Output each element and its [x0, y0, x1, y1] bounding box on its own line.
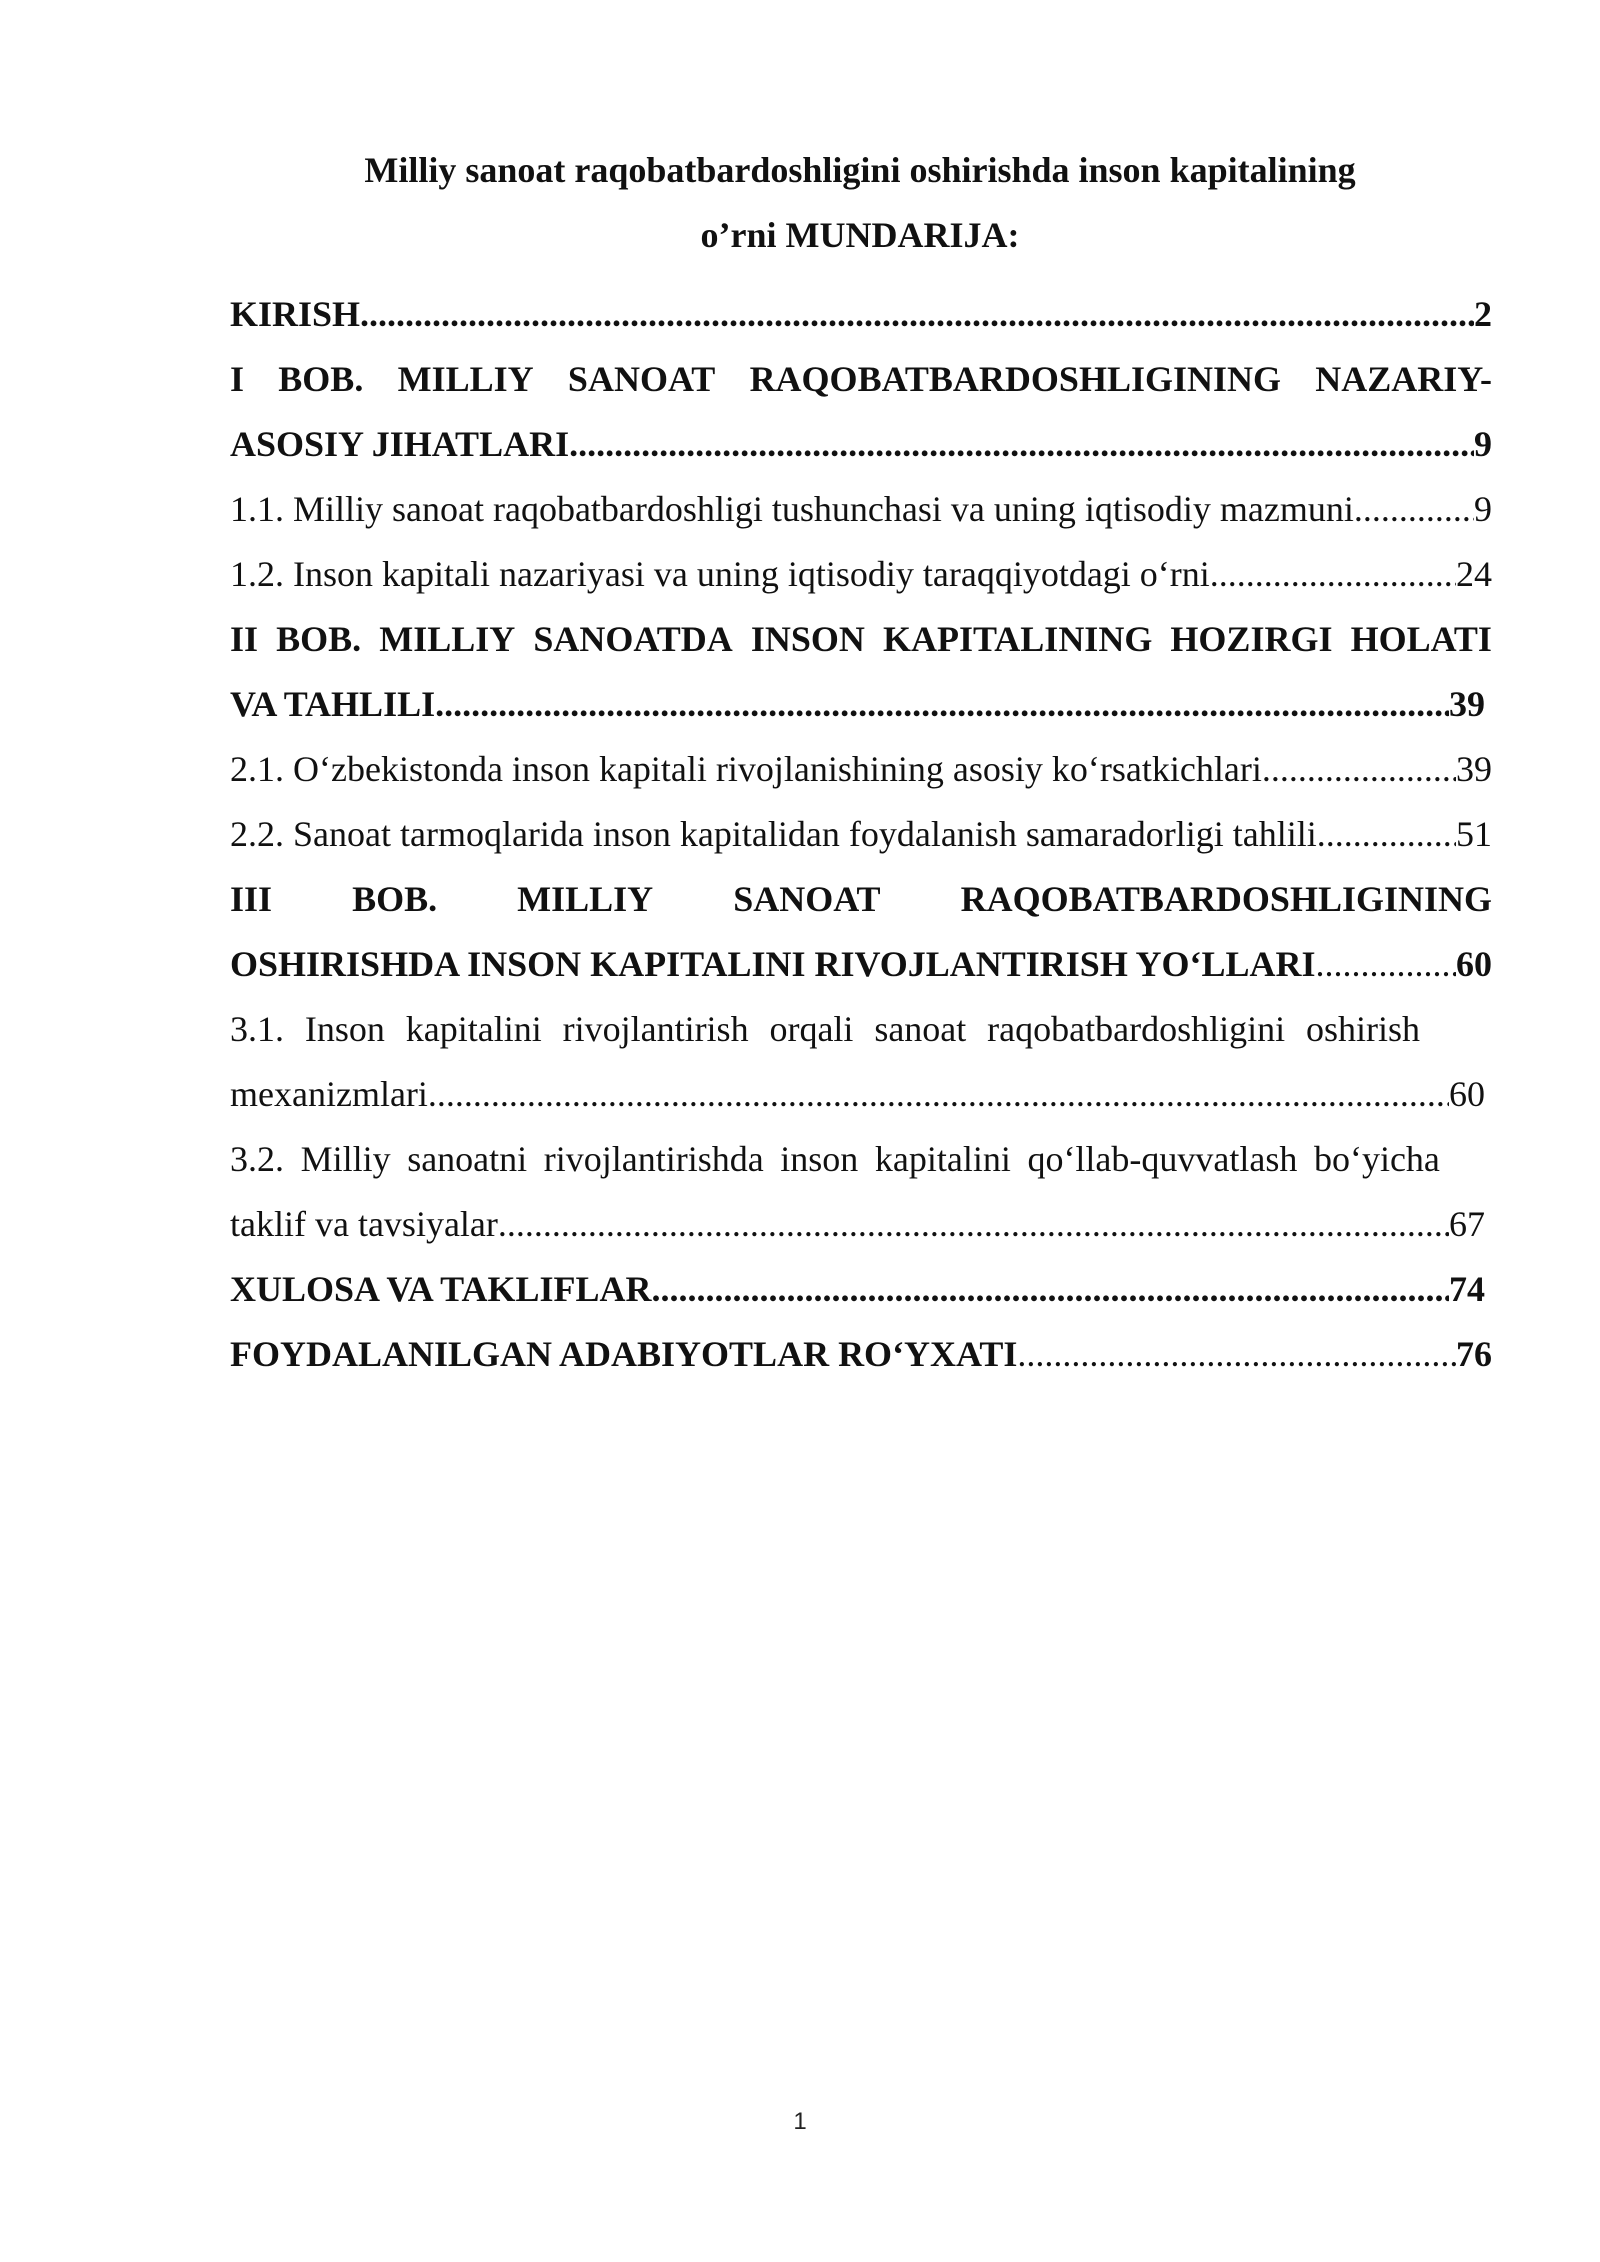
toc-word: rivojlantirishda: [543, 1139, 764, 1179]
toc-entry-2-2: [230, 802, 1492, 867]
dot-leader: [360, 294, 1474, 334]
toc-entry-bob1-line2: [230, 412, 1492, 477]
toc-word: qo‘llab-quvvatlash: [1027, 1139, 1298, 1179]
toc-page-number: 39: [1449, 684, 1485, 724]
toc-word: HOLATI: [1350, 619, 1492, 659]
toc-entry-bob2-line1: [230, 607, 1492, 672]
toc-page-number: 60: [1456, 944, 1492, 984]
toc-entry-bob1-line1: [230, 347, 1492, 412]
toc-entry-text: 1.2. Inson kapitali nazariyasi va uning iqtisodiy taraqqiyotdagi o‘rni: [230, 554, 1210, 594]
dot-leader: [1354, 489, 1474, 529]
toc-entry-bob3-line2: [230, 932, 1492, 997]
toc-entry-kirish: [230, 282, 1492, 347]
toc-word: oshirish: [1305, 1009, 1420, 1049]
toc-entry-text: 1.1. Milliy sanoat raqobatbardoshligi tushunchasi va uning iqtisodiy mazmuni: [230, 489, 1354, 529]
toc-word: INSON: [750, 619, 865, 659]
toc-word: Inson: [304, 1009, 385, 1049]
dot-leader: [1262, 749, 1456, 789]
toc-page-number: 24: [1456, 554, 1492, 594]
toc-entry-1-1: [230, 477, 1492, 542]
toc-word: MILLIY: [517, 879, 654, 919]
toc-page-number: 60: [1449, 1074, 1485, 1114]
toc-page-number: 74: [1449, 1269, 1485, 1309]
toc-word: BOB.: [352, 879, 438, 919]
document-title-line-2: o’rni MUNDARIJA:: [700, 215, 1020, 255]
table-of-contents: [230, 282, 1492, 1387]
toc-entry-3-2-line2: [230, 1192, 1492, 1257]
toc-entry-text: FOYDALANILGAN ADABIYOTLAR RO‘YXATI: [230, 1334, 1018, 1374]
page-number: 1: [793, 2108, 807, 2135]
toc-word: RAQOBATBARDOSHLIGINING: [749, 359, 1281, 399]
dot-leader: [569, 424, 1474, 464]
toc-entry-text: mexanizmlari: [230, 1074, 428, 1114]
toc-word: SANOAT: [567, 359, 716, 399]
toc-entry-bob2-line2: [230, 672, 1492, 737]
toc-page-number: 76: [1456, 1334, 1492, 1374]
toc-word: kapitalini: [874, 1139, 1011, 1179]
dot-leader: [1017, 1334, 1456, 1374]
document-title-line-1: Milliy sanoat raqobatbardoshligini oshirishda inson kapitalining: [364, 150, 1356, 190]
toc-entry-2-1: [230, 737, 1492, 802]
toc-word: HOZIRGI: [1170, 619, 1333, 659]
toc-word: RAQOBATBARDOSHLIGINING: [960, 879, 1492, 919]
toc-word: I: [230, 359, 245, 399]
toc-entry-1-2: [230, 542, 1492, 607]
toc-entry-text: OSHIRISHDA INSON KAPITALINI RIVOJLANTIRISH YO‘LLARI: [230, 944, 1316, 984]
toc-page-number: 9: [1474, 489, 1492, 529]
toc-word: BOB.: [278, 359, 364, 399]
dot-leader: [428, 1074, 1449, 1114]
toc-word: SANOAT: [733, 879, 881, 919]
toc-entry-3-2-line1: [230, 1127, 1492, 1192]
toc-word: rivojlantirish: [562, 1009, 749, 1049]
toc-entry-text: ASOSIY JIHATLARI: [230, 424, 570, 464]
toc-page-number: 67: [1449, 1204, 1485, 1244]
dot-leader: [1210, 554, 1456, 594]
toc-word: MILLIY: [379, 619, 516, 659]
dot-leader: [1317, 814, 1456, 854]
toc-entry-text: 2.2. Sanoat tarmoqlarida inson kapitalidan foydalanish samaradorligi tahlili: [230, 814, 1317, 854]
toc-entry-3-1-line1: [230, 997, 1492, 1062]
toc-word: KAPITALINING: [882, 619, 1153, 659]
toc-entry-text: taklif va tavsiyalar: [230, 1204, 498, 1244]
toc-word: 3.2.: [230, 1139, 284, 1179]
toc-word: inson: [780, 1139, 859, 1179]
toc-entry-adabiyotlar: [230, 1322, 1492, 1387]
toc-page-number: 9: [1474, 424, 1492, 464]
toc-word: raqobatbardoshligini: [987, 1009, 1286, 1049]
toc-page-number: 51: [1456, 814, 1492, 854]
toc-word: orqali: [769, 1009, 854, 1049]
toc-entry-text: KIRISH: [230, 294, 361, 334]
toc-word: Milliy: [300, 1139, 391, 1179]
toc-word: MILLIY: [397, 359, 534, 399]
toc-word: sanoat: [874, 1009, 967, 1049]
toc-page-number: 2: [1474, 294, 1492, 334]
toc-entry-text: XULOSA VA TAKLIFLAR: [230, 1269, 652, 1309]
toc-entry-xulosa: [230, 1257, 1492, 1322]
toc-word: 3.1.: [230, 1009, 284, 1049]
toc-word: NAZARIY-: [1315, 359, 1492, 399]
toc-word: bo‘yicha: [1313, 1139, 1440, 1179]
dot-leader: [435, 684, 1449, 724]
toc-word: BOB.: [276, 619, 362, 659]
toc-word: kapitalini: [405, 1009, 542, 1049]
toc-word: II: [230, 619, 259, 659]
toc-entry-bob3-line1: [230, 867, 1492, 932]
toc-word: III: [230, 879, 273, 919]
toc-page-number: 39: [1456, 749, 1492, 789]
dot-leader: [1316, 944, 1456, 984]
toc-word: sanoatni: [407, 1139, 528, 1179]
toc-entry-text: VA TAHLILI: [230, 684, 436, 724]
toc-word: SANOATDA: [533, 619, 733, 659]
toc-entry-text: 2.1. O‘zbekistonda inson kapitali rivojlanishining asosiy ko‘rsatkichlari: [230, 749, 1262, 789]
dot-leader: [498, 1204, 1449, 1244]
toc-entry-3-1-line2: [230, 1062, 1492, 1127]
dot-leader: [651, 1269, 1449, 1309]
